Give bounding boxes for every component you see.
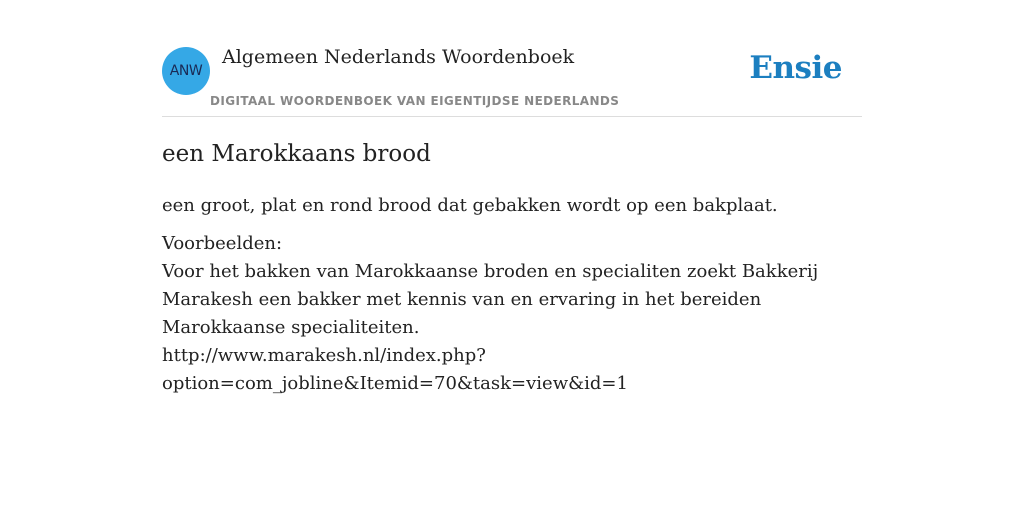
examples-section (162, 230, 862, 398)
examples-label: Voorbeelden: (162, 233, 283, 254)
entry-headword: een Marokkaans brood (162, 141, 431, 167)
example-source-line-1: http://www.marakesh.nl/index.php? (162, 345, 486, 366)
ensie-brand-logo[interactable]: Ensie (749, 50, 842, 86)
site-title[interactable]: Algemeen Nederlands Woordenboek (222, 46, 575, 68)
site-header (162, 0, 862, 117)
entry-definition: een groot, plat en rond brood dat gebakken wordt op een bakplaat. (162, 195, 778, 216)
site-subtitle: DIGITAAL WOORDENBOEK VAN EIGENTIJDSE NEDERLANDS (210, 94, 620, 108)
example-text: Voor het bakken van Marokkaanse broden en specialiten zoekt Bakkerij Marakesh een bakker met kennis van en ervaring in het bereiden Marokkaanse specialiteiten. (162, 261, 819, 338)
entry-content (162, 138, 862, 398)
anw-logo[interactable] (162, 47, 210, 95)
example-source-line-2: option=com_jobline&Itemid=70&task=view&id=1 (162, 373, 628, 394)
logo-text: ANW (169, 63, 203, 79)
